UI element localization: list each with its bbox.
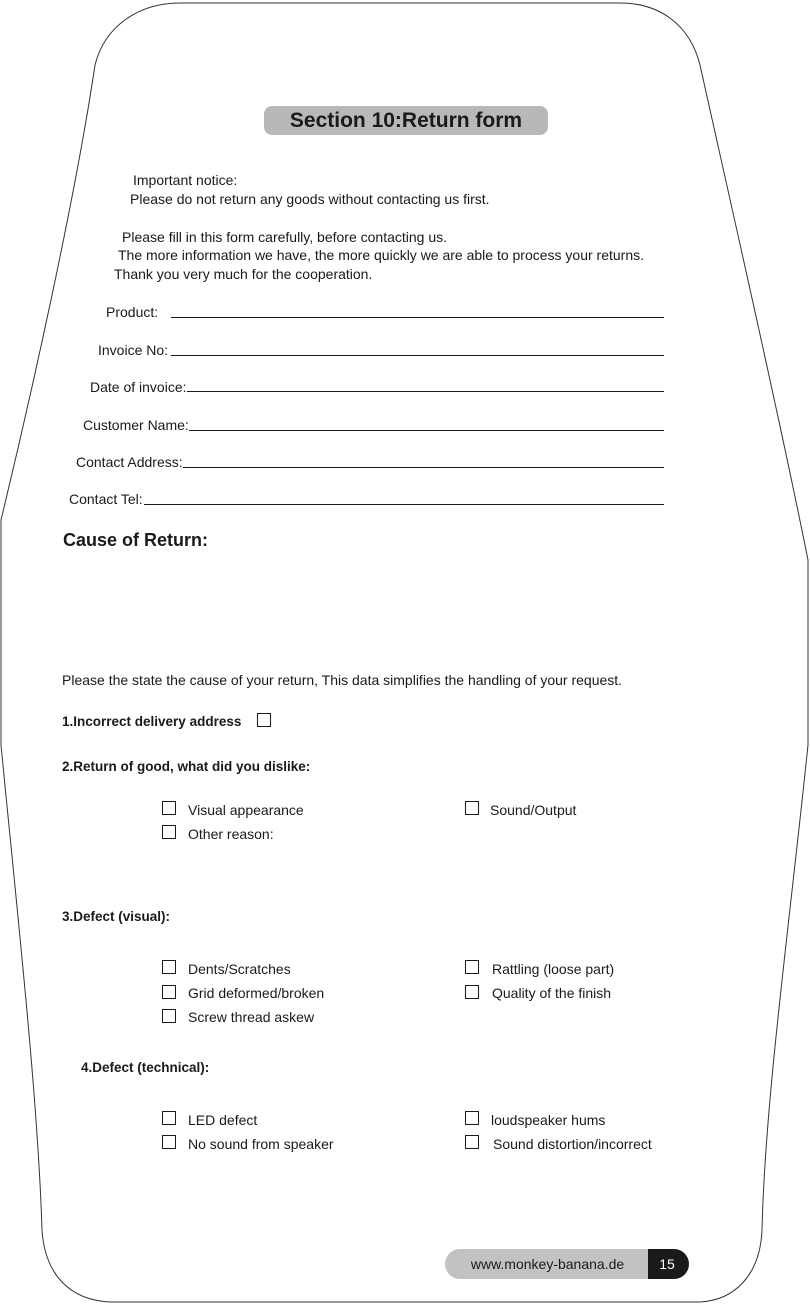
page-number: 15	[659, 1256, 675, 1272]
notice-line-4: Thank you very much for the cooperation.	[114, 266, 373, 282]
contact-tel-label: Contact Tel:	[69, 491, 143, 507]
contact-address-field[interactable]	[183, 467, 664, 468]
notice-line-1: Please do not return any goods without contacting us first.	[130, 191, 490, 207]
invoice-no-field[interactable]	[171, 355, 664, 356]
other-reason-checkbox[interactable]	[162, 825, 176, 839]
invoice-no-label: Invoice No:	[98, 342, 169, 358]
dents-scratches-label: Dents/Scratches	[188, 961, 291, 977]
cause-intro: Please the state the cause of your return, This data simplifies the handling of your request.	[62, 672, 623, 688]
date-of-invoice-field[interactable]	[187, 391, 664, 392]
sound-distortion-label: Sound distortion/incorrect	[493, 1136, 652, 1152]
grid-deformed-checkbox[interactable]	[162, 985, 176, 999]
section-4-heading: 4.Defect (technical):	[81, 1060, 210, 1075]
section-1-heading: 1.Incorrect delivery address	[62, 714, 242, 729]
loudspeaker-hums-checkbox[interactable]	[465, 1111, 479, 1125]
section-2-heading: 2.Return of good, what did you dislike:	[62, 759, 311, 774]
screw-thread-checkbox[interactable]	[162, 1009, 176, 1023]
visual-appearance-checkbox[interactable]	[162, 801, 176, 815]
finish-quality-label: Quality of the finish	[492, 985, 612, 1001]
customer-name-label: Customer Name:	[83, 417, 189, 433]
no-sound-checkbox[interactable]	[162, 1135, 176, 1149]
no-sound-label: No sound from speaker	[188, 1136, 334, 1152]
other-reason-label: Other reason:	[188, 826, 274, 842]
page-title: Section 10:Return form	[289, 109, 523, 132]
notice-heading: Important notice:	[133, 172, 238, 188]
product-field[interactable]	[171, 317, 664, 318]
rattling-checkbox[interactable]	[465, 960, 479, 974]
product-label: Product:	[106, 304, 159, 320]
visual-appearance-label: Visual appearance	[188, 802, 304, 818]
sound-distortion-checkbox[interactable]	[465, 1135, 479, 1149]
customer-name-field[interactable]	[189, 430, 664, 431]
contact-tel-field[interactable]	[144, 504, 664, 505]
led-defect-label: LED defect	[188, 1112, 258, 1128]
section-3-heading: 3.Defect (visual):	[62, 909, 171, 924]
dents-scratches-checkbox[interactable]	[162, 960, 176, 974]
date-of-invoice-label: Date of invoice:	[90, 379, 187, 395]
screw-thread-label: Screw thread askew	[188, 1009, 315, 1025]
led-defect-checkbox[interactable]	[162, 1111, 176, 1125]
cause-heading: Cause of Return:	[63, 530, 209, 550]
finish-quality-checkbox[interactable]	[465, 985, 479, 999]
notice-line-3: The more information we have, the more quickly we are able to process your returns.	[118, 247, 645, 263]
rattling-label: Rattling (loose part)	[492, 961, 615, 977]
sound-output-label: Sound/Output	[490, 802, 577, 818]
incorrect-address-checkbox[interactable]	[257, 713, 271, 727]
notice-line-2: Please fill in this form carefully, before contacting us.	[122, 229, 448, 245]
footer-url: www.monkey-banana.de	[470, 1256, 625, 1272]
loudspeaker-hums-label: loudspeaker hums	[491, 1112, 606, 1128]
sound-output-checkbox[interactable]	[465, 801, 479, 815]
contact-address-label: Contact Address:	[76, 454, 183, 470]
grid-deformed-label: Grid deformed/broken	[188, 985, 325, 1001]
